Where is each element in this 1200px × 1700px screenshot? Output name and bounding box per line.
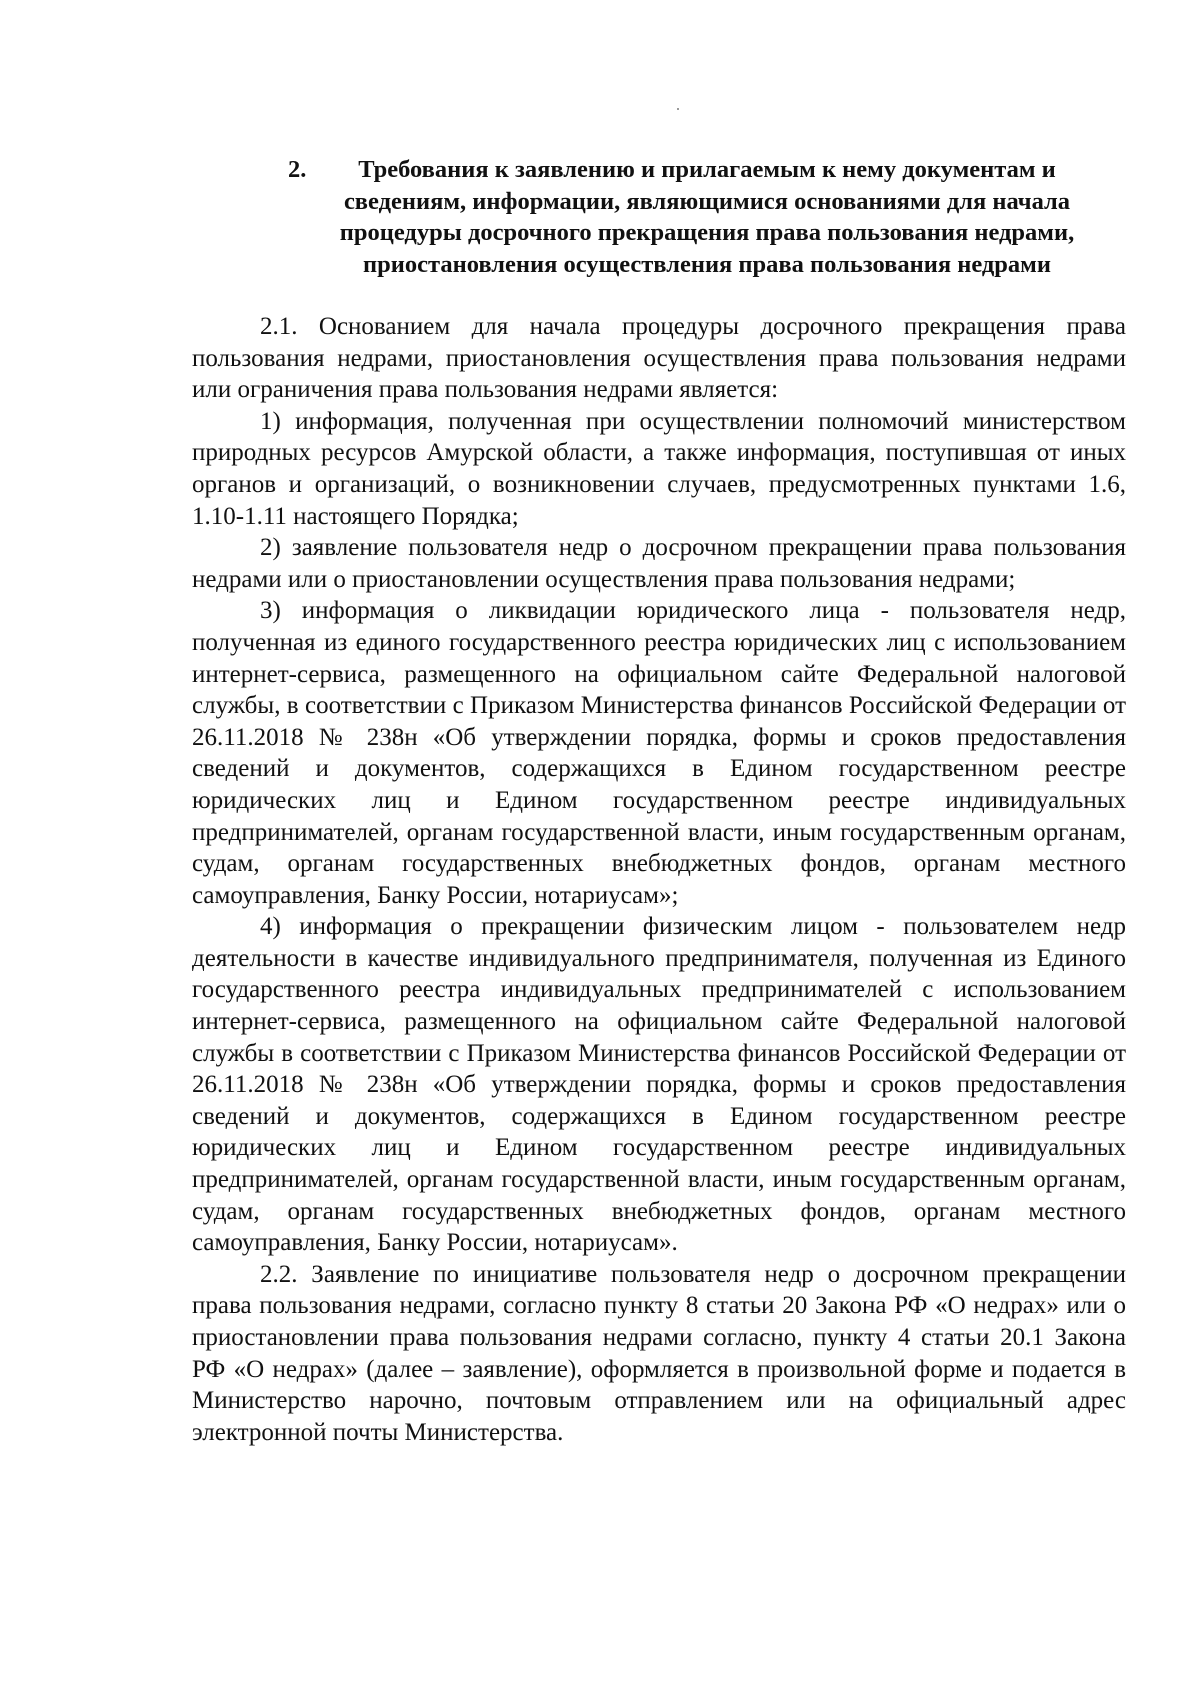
section-number: 2.	[288, 156, 307, 183]
document-body	[192, 311, 1126, 1448]
scan-artifact-dot	[677, 108, 679, 110]
list-item-2: 2) заявление пользователя недр о досрочном прекращении права пользования недрами или о приостановлении осуществления права пользования недрами;	[192, 534, 1126, 593]
section-title: Требования к заявлению и прилагаемым к нему документам и сведениям, информации, являющимися основаниями для начала процедуры досрочного прекращения права пользования недрами, приостановления осуществления права пользования недрами	[339, 156, 1075, 278]
list-item-1: 1) информация, полученная при осуществлении полномочий министерством природных ресурсов Амурской области, а также информация, поступившая от иных органов и организаций, о возникновении случаев, предусмотренных пунктами 1.6, 1.10-1.11 настоящего Порядка;	[192, 407, 1126, 530]
list-item-3: 3) информация о ликвидации юридического лица - пользователя недр, полученная из единого государственного реестра юридических лиц с использованием интернет-сервиса, размещенного на официальном сайте Федеральной налоговой службы, в соответствии с Приказом Министерства финансов Российской Федерации от 26.11.2018 № 238н «Об утверждении порядка, формы и сроков предоставления сведений и документов, содержащихся в Едином государственном реестре юридических лиц и Едином государственном реестре индивидуальных предпринимателей, органам государственной власти, иным государственным органам, судам, органам государственных внебюджетных фондов, органам местного самоуправления, Банку России, нотариусам»;	[192, 597, 1126, 909]
section-heading	[288, 154, 1108, 280]
paragraph-2-2: 2.2. Заявление по инициативе пользователя недр о досрочном прекращении права пользования недрами, согласно пункту 8 статьи 20 Закона РФ «О недрах» или о приостановлении права пользования недрами согласно, пункту 4 статьи 20.1 Закона РФ «О недрах» (далее – заявление), оформляется в произвольной форме и подается в Министерство нарочно, почтовым отправлением или на официальный адрес электронной почты Министерства.	[192, 1260, 1126, 1446]
list-item-4: 4) информация о прекращении физическим лицом - пользователем недр деятельности в качестве индивидуального предпринимателя, полученная из Единого государственного реестра индивидуальных предпринимателей с использованием интернет-сервиса, размещенного на официальном сайте Федеральной налоговой службы в соответствии с Приказом Министерства финансов Российской Федерации от 26.11.2018 № 238н «Об утверждении порядка, формы и сроков предоставления сведений и документов, содержащихся в Едином государственном реестре юридических лиц и Едином государственном реестре индивидуальных предпринимателей, органам государственной власти, иным государственным органам, судам, органам государственных внебюджетных фондов, органам местного самоуправления, Банку России, нотариусам».	[192, 913, 1126, 1257]
paragraph-2-1: 2.1. Основанием для начала процедуры досрочного прекращения права пользования недрами, приостановления осуществления права пользования недрами или ограничения права пользования недрами является:	[192, 313, 1126, 404]
